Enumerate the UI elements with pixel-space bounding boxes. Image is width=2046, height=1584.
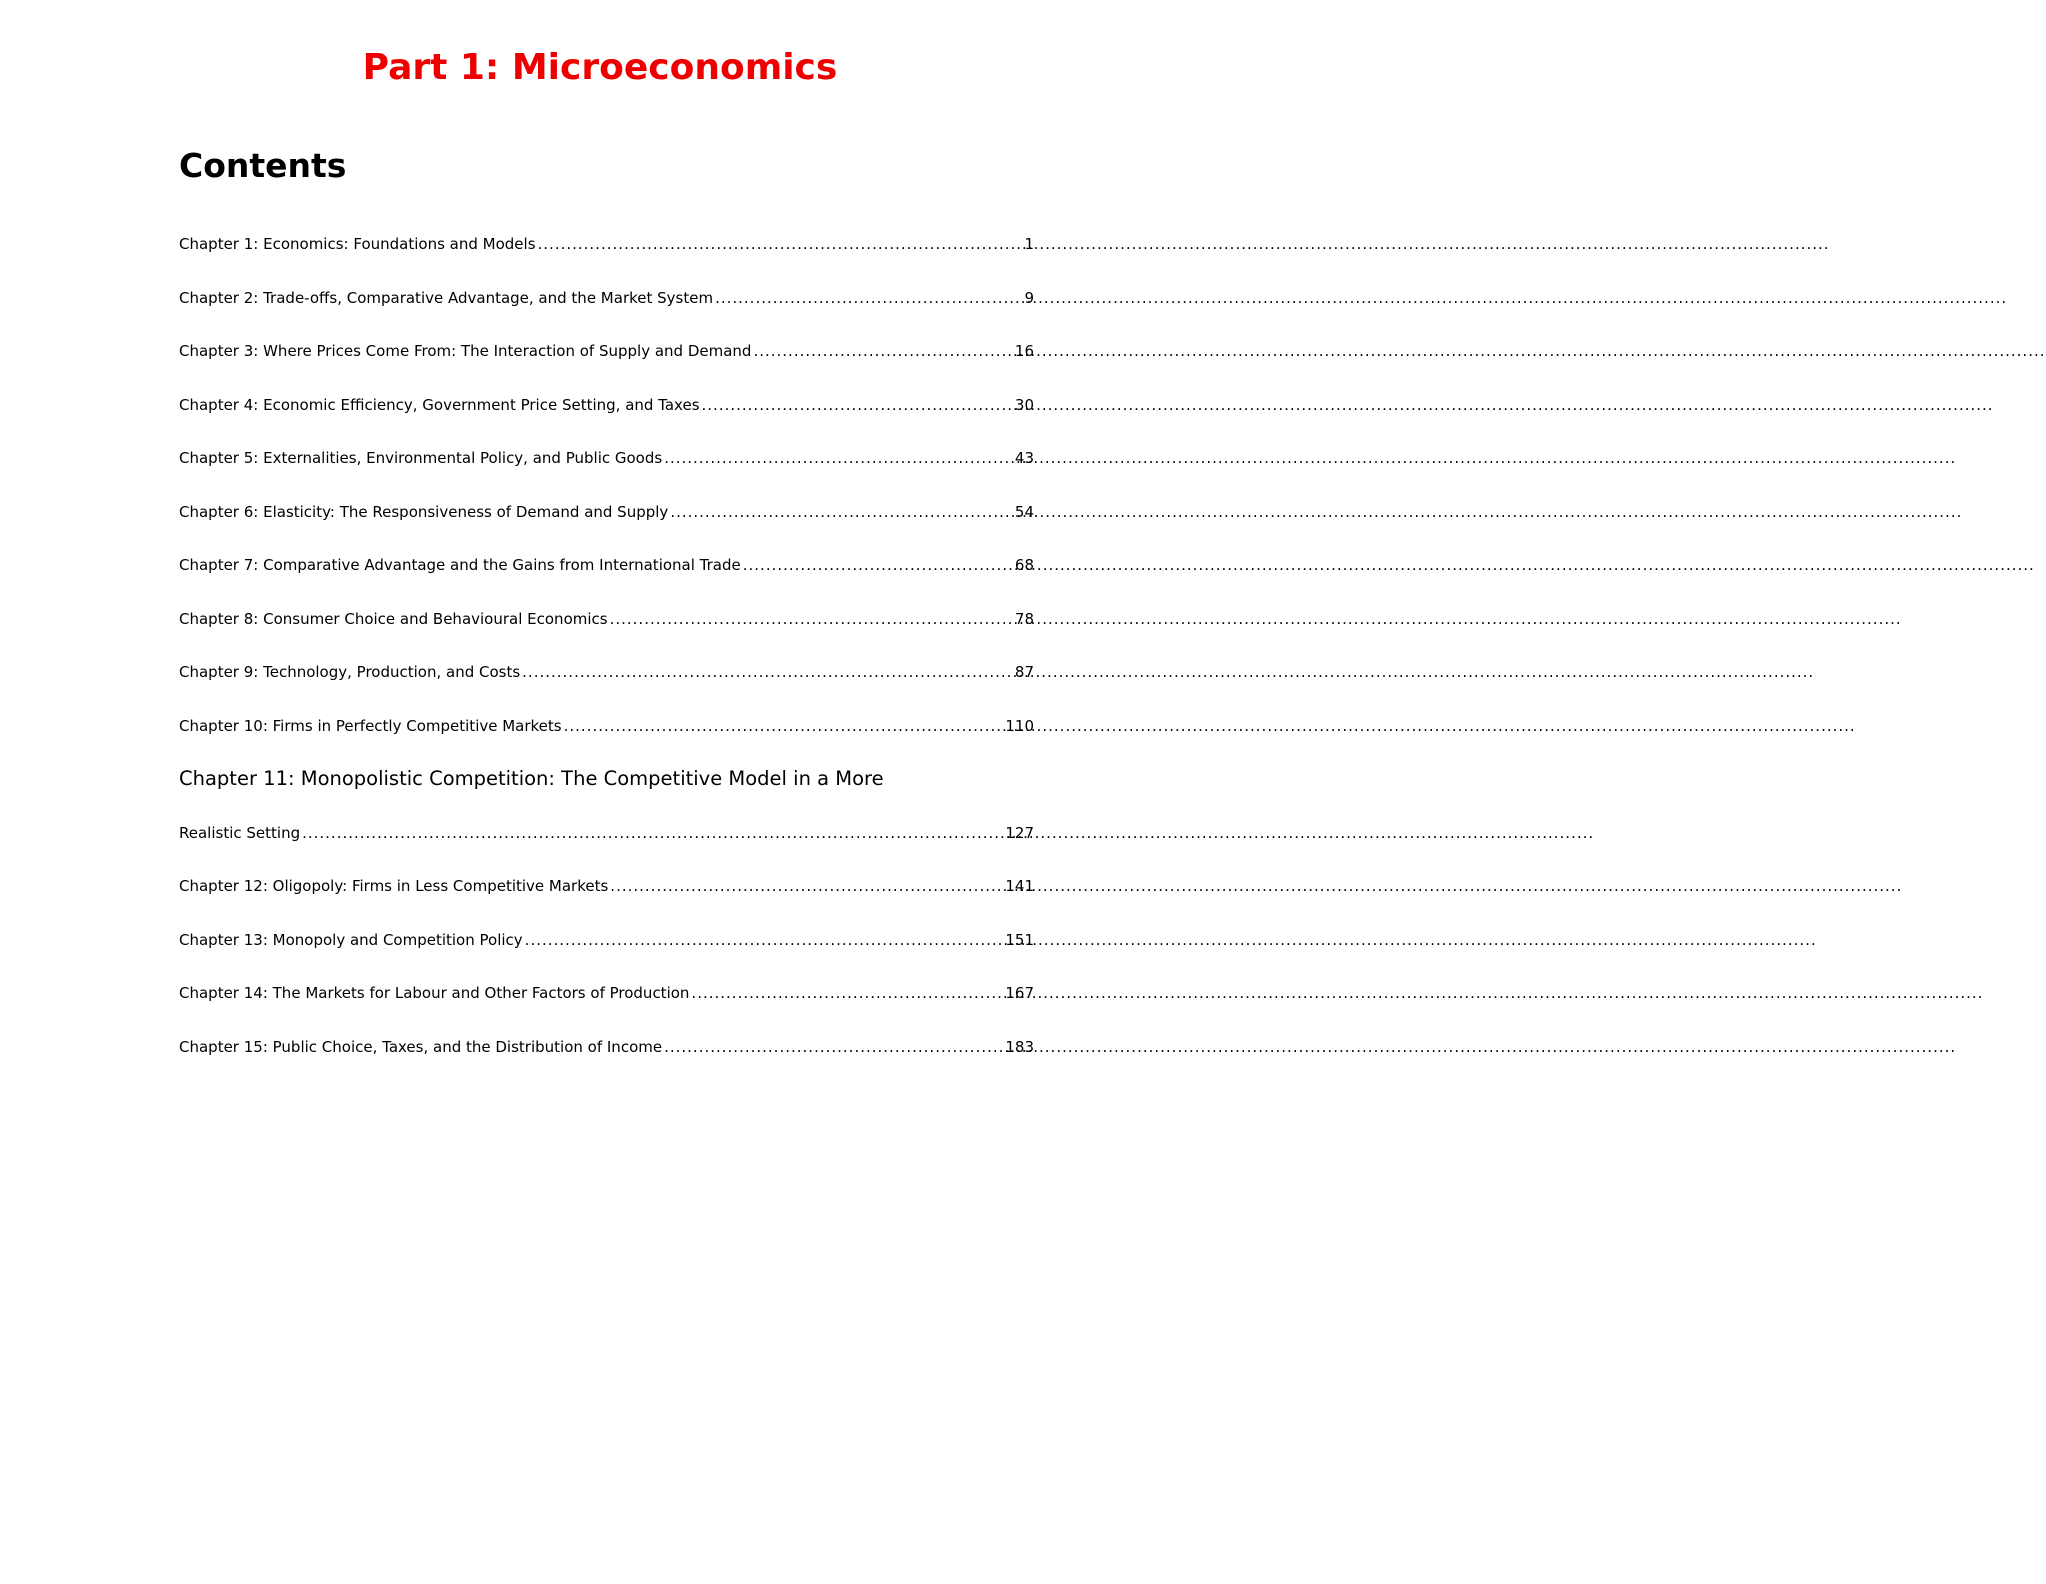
toc-entry-title: Chapter 2: Trade-offs, Comparative Advantage, and the Market System [179,288,714,307]
toc-entry-page: 78 [1014,609,1034,628]
toc-entry-title: Realistic Setting [179,823,301,842]
toc-entry-chapter-7[interactable] [179,547,1034,601]
toc-entry-chapter-14[interactable] [179,975,1034,1029]
toc-entry-chapter-6[interactable] [179,494,1034,548]
toc-entry-page: 110 [1005,716,1034,735]
toc-leader-dots [610,868,952,904]
toc-entry-page: 151 [1005,930,1034,949]
part-title: Part 1: Microeconomics [362,47,838,88]
toc-entry-chapter-13[interactable] [179,922,1034,976]
toc-leader-dots [743,547,952,583]
toc-entry-page: 141 [1005,877,1034,895]
toc-entry-chapter-10[interactable] [179,708,1034,762]
toc-entry-chapter-2[interactable] [179,280,1034,334]
toc-leader-dots [525,922,952,958]
toc-entry-title: Chapter 11: Monopolistic Competition: The Competitive Model in a More [179,767,884,790]
toc-leader-dots [610,601,952,637]
toc-entry-title: Chapter 1: Economics: Foundations and Models [179,235,536,253]
toc-entry-page: 16 [1014,342,1034,360]
toc-entry-page: 43 [1014,449,1034,467]
toc-entry-chapter-15[interactable] [179,1029,1034,1083]
toc-leader-dots [715,280,952,316]
toc-leader-dots [753,333,952,369]
toc-entry-page: 127 [1005,823,1034,842]
toc-entry-page: 1 [1024,235,1034,253]
toc-entry-title: Chapter 7: Comparative Advantage and the Gains from International Trade [179,556,741,574]
toc-leader-dots [691,975,952,1011]
toc-entry-title: Chapter 5: Externalities, Environmental Policy, and Public Goods [179,449,663,467]
toc-entry-chapter-5[interactable] [179,440,1034,494]
toc-entry-page: 54 [1014,502,1034,521]
toc-entry-title: Chapter 6: Elasticity: The Responsiveness of Demand and Supply [179,502,669,521]
toc-leader-dots [664,1029,952,1065]
toc-leader-dots [302,815,996,851]
toc-entry-title: Chapter 13: Monopoly and Competition Policy [179,930,523,949]
toc-entry-chapter-11-continued[interactable] [179,815,1034,869]
toc-leader-dots [702,387,952,423]
toc-entry-chapter-12[interactable] [179,868,1034,922]
toc-entry-page: 87 [1014,663,1034,681]
toc-leader-dots [538,226,952,262]
toc-entry-title: Chapter 3: Where Prices Come From: The Interaction of Supply and Demand [179,342,752,360]
toc-leader-dots [664,440,952,476]
toc-entry-title: Chapter 4: Economic Efficiency, Government Price Setting, and Taxes [179,395,700,414]
toc-entry-title: Chapter 10: Firms in Perfectly Competitive Markets [179,716,562,735]
toc-entry-title: Chapter 15: Public Choice, Taxes, and the Distribution of Income [179,1037,663,1056]
toc-entry-chapter-8[interactable] [179,601,1034,655]
toc-leader-dots [564,708,952,744]
toc-entry-chapter-9[interactable] [179,654,1034,708]
contents-heading: Contents [179,146,347,185]
toc-entry-chapter-3[interactable] [179,333,1034,387]
toc-entry-chapter-1[interactable] [179,226,1034,280]
toc-entry-title: Chapter 8: Consumer Choice and Behavioural Economics [179,609,608,628]
toc-entry-chapter-4[interactable] [179,387,1034,441]
toc-entry-page: 68 [1014,556,1034,574]
table-of-contents [179,226,1034,1082]
toc-entry-page: 30 [1014,395,1034,414]
toc-entry-title: Chapter 14: The Markets for Labour and Other Factors of Production [179,984,690,1002]
toc-entry-page: 183 [1005,1037,1034,1056]
toc-entry-title: Chapter 9: Technology, Production, and Costs [179,663,521,681]
toc-entry-chapter-11[interactable] [179,761,1034,815]
toc-entry-page: 167 [1005,984,1034,1002]
toc-entry-title: Chapter 12: Oligopoly: Firms in Less Competitive Markets [179,877,609,895]
toc-leader-dots [670,494,952,530]
toc-leader-dots [522,654,952,690]
toc-entry-page: 9 [1024,288,1034,307]
